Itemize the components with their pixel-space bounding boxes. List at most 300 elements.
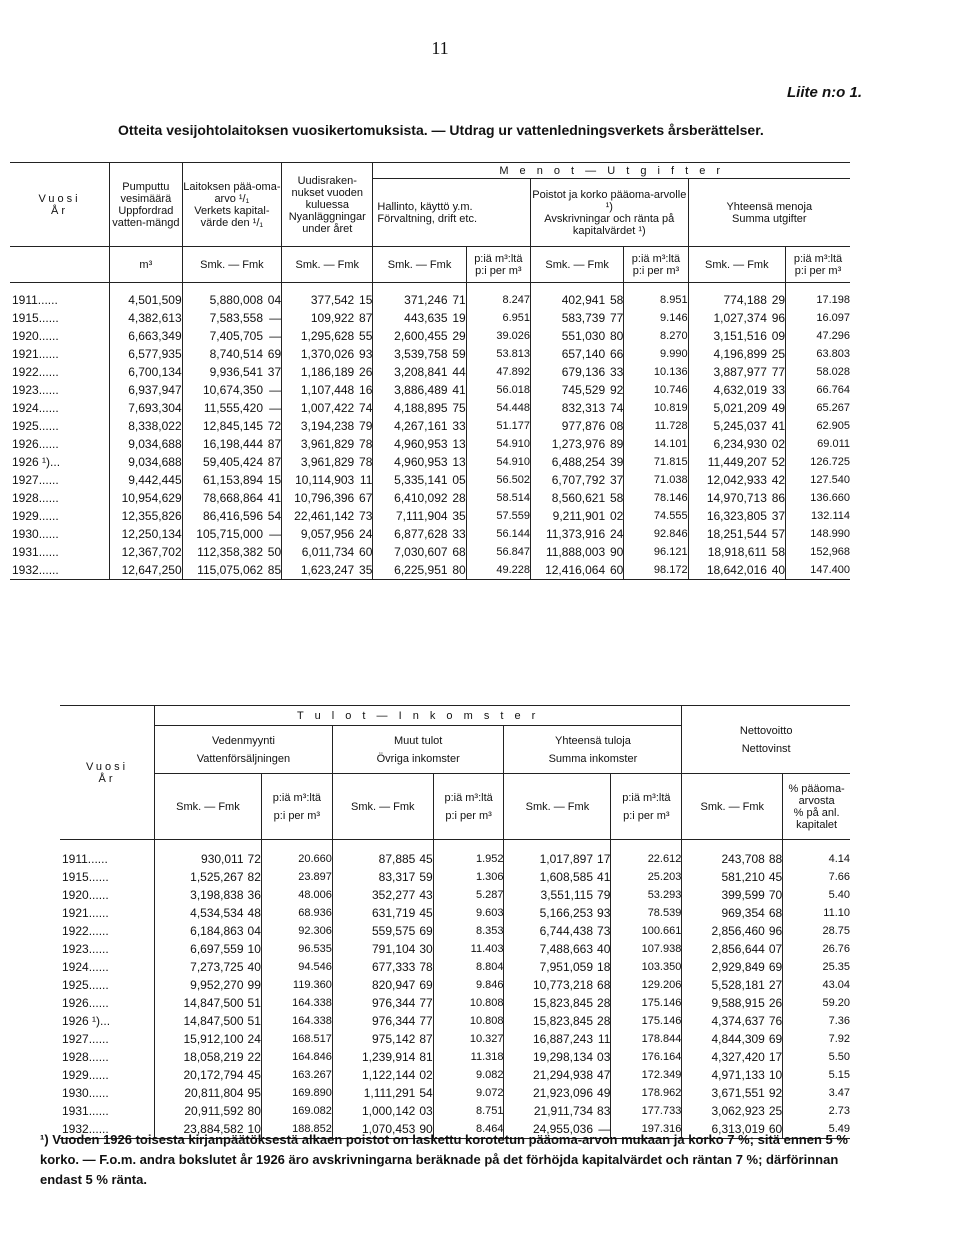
value-cell: 18,251,544 <box>706 526 767 541</box>
value-cell: 86 <box>767 489 786 507</box>
value-cell: 15,823,845 <box>532 995 594 1010</box>
value-cell: 77 <box>415 1012 433 1030</box>
value-cell: 12,845,145 <box>202 418 263 433</box>
value-cell: 18,642,016 <box>688 561 767 580</box>
table-row <box>10 381 850 399</box>
table-row <box>10 543 850 561</box>
value-cell: 93 <box>593 904 611 922</box>
table-row <box>60 904 850 922</box>
value-cell: 6,184,863 <box>190 923 244 938</box>
value-cell: 16.097 <box>816 311 850 324</box>
value-cell: 19 <box>448 309 467 327</box>
expenditures-group-header: M e n o t — U t g i f t e r <box>373 163 850 179</box>
value-cell: 39 <box>605 453 624 471</box>
value-cell: 78 <box>415 958 433 976</box>
value-cell: 6,234,930 <box>713 436 767 451</box>
value-cell: 1,186,189 <box>300 364 355 379</box>
value-cell: 10 <box>244 940 262 958</box>
value-cell: 657,140 <box>561 346 606 361</box>
value-cell: 1,623,247 <box>282 561 355 580</box>
unit-per-m3: p:iä m³:ltä p:i per m³ <box>433 774 504 840</box>
value-cell: 40 <box>767 561 786 580</box>
value-cell: 86,416,596 <box>202 508 263 523</box>
value-cell: 8.951 <box>624 291 688 309</box>
table-row <box>60 1012 850 1030</box>
depreciation-header: Poistot ja korko pääoma-arvolle ¹) Avskrivningar och ränta på kapitalvärdet ¹) <box>530 179 688 247</box>
value-cell: 402,941 <box>561 292 606 307</box>
value-cell: 47.892 <box>466 363 530 381</box>
value-cell: 76 <box>765 1012 783 1030</box>
value-cell: 930,011 <box>201 851 244 866</box>
value-cell: 90 <box>415 1120 433 1139</box>
value-cell: 177.733 <box>611 1102 682 1120</box>
value-cell: 04 <box>263 291 282 309</box>
table-row <box>60 1102 850 1120</box>
value-cell: 243,708 <box>721 851 765 866</box>
value-cell: 5,245,037 <box>713 418 767 433</box>
value-cell: 58 <box>605 489 624 507</box>
value-cell: 4,382,613 <box>110 309 183 327</box>
value-cell: 9,057,956 <box>300 526 355 541</box>
value-cell: 443,635 <box>404 310 448 325</box>
value-cell: 73 <box>354 507 373 525</box>
unit-percent: % pääoma-arvosta % på anl. kapitalet <box>783 774 850 840</box>
value-cell: 16,323,805 <box>706 508 767 523</box>
value-cell: 4,534,534 <box>190 905 244 920</box>
value-cell: 3,886,489 <box>394 382 448 397</box>
value-cell: 4,971,133 <box>711 1067 765 1082</box>
value-cell: 54.448 <box>466 399 530 417</box>
value-cell: 36 <box>244 886 262 904</box>
value-cell: 14,847,500 <box>183 1013 244 1028</box>
value-cell: 127.540 <box>810 473 850 486</box>
value-cell: 05 <box>448 471 467 489</box>
value-cell: 45 <box>244 1066 262 1084</box>
value-cell: 9,211,901 <box>552 508 606 523</box>
table-row <box>60 1084 850 1102</box>
table-row <box>10 489 850 507</box>
value-cell: 169.890 <box>261 1084 332 1102</box>
value-cell: 8.804 <box>433 958 504 976</box>
year-cell: 1921...... <box>10 345 110 363</box>
value-cell: 95 <box>244 1084 262 1102</box>
value-cell: 57.559 <box>466 507 530 525</box>
value-cell: 5,528,181 <box>711 977 765 992</box>
value-cell: 58 <box>605 291 624 309</box>
value-cell: 20.660 <box>261 850 332 868</box>
year-cell: 1929...... <box>60 1066 155 1084</box>
value-cell: 109,922 <box>310 310 355 325</box>
value-cell: 11,555,420 <box>203 400 263 415</box>
value-cell: 4,188,895 <box>394 400 448 415</box>
value-cell: 164.338 <box>261 994 332 1012</box>
value-cell: 371,246 <box>404 292 448 307</box>
value-cell: 11,449,207 <box>707 454 767 469</box>
value-cell: 51 <box>244 1012 262 1030</box>
value-cell: 168.517 <box>261 1030 332 1048</box>
value-cell: 24,955,036 <box>504 1120 593 1139</box>
value-cell: 83 <box>593 1102 611 1120</box>
unit-smk: Smk. — Fmk <box>282 247 373 283</box>
value-cell: 41 <box>263 489 282 507</box>
value-cell: 9.082 <box>433 1066 504 1084</box>
value-cell: 132.114 <box>811 509 850 522</box>
income-group-header: T u l o t — I n k o m s t e r <box>155 706 682 726</box>
total-income-header: Yhteensä tuloja Summa inkomster <box>504 726 682 774</box>
value-cell: 55 <box>354 327 373 345</box>
value-cell: 14,847,500 <box>183 995 244 1010</box>
value-cell: 16,198,444 <box>202 436 263 451</box>
value-cell: 8,338,022 <box>110 417 183 435</box>
value-cell: 975,142 <box>371 1031 416 1046</box>
value-cell: 88 <box>765 850 783 868</box>
pumped-volume-header: Pumputtu vesimäärä Uppfordrad vatten-mängd <box>110 163 183 247</box>
value-cell: 35 <box>354 561 373 580</box>
value-cell: 178.844 <box>611 1030 682 1048</box>
value-cell: 59 <box>415 868 433 886</box>
table-row <box>10 561 850 580</box>
year-cell: 1928...... <box>60 1048 155 1066</box>
new-construction-header: Uudisraken-nukset vuoden kuluessa Nyanläggningar under året <box>282 163 373 247</box>
value-cell: 18,058,219 <box>183 1049 244 1064</box>
value-cell: 152,968 <box>810 545 850 558</box>
value-cell: 105,715,000 <box>196 526 263 541</box>
value-cell: 59 <box>448 345 467 363</box>
value-cell: 5.40 <box>828 888 850 901</box>
unit-per-m3: p:iä m³:ltä p:i per m³ <box>261 774 332 840</box>
value-cell: 4,327,420 <box>711 1049 765 1064</box>
value-cell: 37 <box>605 471 624 489</box>
value-cell: 2,929,849 <box>711 959 765 974</box>
year-cell: 1911...... <box>60 850 155 868</box>
value-cell: 6,488,254 <box>551 454 606 469</box>
value-cell: 24 <box>605 525 624 543</box>
table-row <box>60 1066 850 1084</box>
value-cell: 33 <box>767 381 786 399</box>
value-cell: 6,707,792 <box>551 472 606 487</box>
value-cell: 7,030,607 <box>394 544 448 559</box>
value-cell: 25.203 <box>611 868 682 886</box>
value-cell: 1,070,453 <box>332 1120 415 1139</box>
value-cell: — <box>263 327 282 345</box>
table-row <box>10 327 850 345</box>
value-cell: 5,021,209 <box>713 400 767 415</box>
value-cell: 96 <box>767 309 786 327</box>
value-cell: 2,600,455 <box>394 328 448 343</box>
water-sales-header: Vedenmyynti Vattenförsäljningen <box>155 726 333 774</box>
value-cell: 80 <box>244 1102 262 1120</box>
value-cell: 5.287 <box>433 886 504 904</box>
value-cell: 8.464 <box>433 1120 504 1139</box>
value-cell: 87 <box>354 309 373 327</box>
value-cell: 69 <box>765 1030 783 1048</box>
value-cell: 49 <box>593 1084 611 1102</box>
value-cell: 59.20 <box>822 996 850 1009</box>
other-income-header: Muut tulot Övriga inkomster <box>332 726 504 774</box>
value-cell: 92 <box>765 1084 783 1102</box>
value-cell: 28 <box>448 489 467 507</box>
year-cell: 1911...... <box>10 291 110 309</box>
value-cell: 4,960,953 <box>394 436 448 451</box>
value-cell: 2,856,460 <box>711 923 765 938</box>
value-cell: 6,663,349 <box>110 327 183 345</box>
value-cell: 1,007,422 <box>300 400 355 415</box>
table-row <box>60 940 850 958</box>
value-cell: 26.76 <box>822 942 850 955</box>
value-cell: 9,034,688 <box>110 435 183 453</box>
value-cell: 82 <box>244 868 262 886</box>
value-cell: 9.846 <box>433 976 504 994</box>
year-header: Vuosi År <box>10 163 110 247</box>
value-cell: 75 <box>448 399 467 417</box>
value-cell: 9,952,270 <box>190 977 244 992</box>
value-cell: 18,918,611 <box>707 544 767 559</box>
value-cell: 3,961,829 <box>300 454 355 469</box>
value-cell: 745,529 <box>561 382 606 397</box>
value-cell: 49.228 <box>466 561 530 580</box>
value-cell: 103.350 <box>611 958 682 976</box>
value-cell: 7,693,304 <box>110 399 183 417</box>
value-cell: 969,354 <box>721 905 765 920</box>
value-cell: 115,075,062 <box>182 561 263 580</box>
value-cell: 1,122,144 <box>361 1067 416 1082</box>
value-cell: — <box>263 399 282 417</box>
year-cell: 1923...... <box>60 940 155 958</box>
value-cell: 66.764 <box>816 383 850 396</box>
value-cell: 3,151,516 <box>713 328 767 343</box>
value-cell: 16,887,243 <box>532 1031 594 1046</box>
value-cell: 47 <box>593 1066 611 1084</box>
value-cell: 8,740,514 <box>209 346 263 361</box>
value-cell: 6,877,628 <box>394 526 448 541</box>
value-cell: 21,911,734 <box>533 1103 594 1118</box>
total-expenditure-header: Yhteensä menoja Summa utgifter <box>688 179 850 247</box>
table-row <box>10 525 850 543</box>
value-cell: 69 <box>415 976 433 994</box>
value-cell: 54.910 <box>466 435 530 453</box>
value-cell: 7.92 <box>828 1032 850 1045</box>
value-cell: 10,674,350 <box>202 382 263 397</box>
year-cell: 1922...... <box>10 363 110 381</box>
value-cell: 58.514 <box>466 489 530 507</box>
value-cell: 4,196,899 <box>713 346 767 361</box>
table-row <box>60 976 850 994</box>
value-cell: 04 <box>244 922 262 940</box>
value-cell: 129.206 <box>611 976 682 994</box>
value-cell: 17 <box>765 1048 783 1066</box>
value-cell: 73 <box>593 922 611 940</box>
value-cell: 11,373,916 <box>545 526 606 541</box>
value-cell: 12,367,702 <box>110 543 183 561</box>
value-cell: 41 <box>593 868 611 886</box>
table-row <box>10 417 850 435</box>
year-cell: 1926 ¹)... <box>60 1012 155 1030</box>
value-cell: 62.905 <box>816 419 850 432</box>
value-cell: 78.146 <box>624 489 688 507</box>
value-cell: 10.136 <box>624 363 688 381</box>
value-cell: 583,739 <box>561 310 606 325</box>
value-cell: 29 <box>767 291 786 309</box>
value-cell: 12,250,134 <box>110 525 183 543</box>
value-cell: 5.50 <box>828 1050 850 1063</box>
year-cell: 1925...... <box>10 417 110 435</box>
unit-smk: Smk. — Fmk <box>373 247 466 283</box>
value-cell: 45 <box>415 850 433 868</box>
value-cell: 15 <box>354 291 373 309</box>
net-profit-header: Nettovoitto Nettovinst <box>682 706 850 774</box>
value-cell: 77 <box>415 994 433 1012</box>
value-cell: 02 <box>767 435 786 453</box>
value-cell: 3,194,238 <box>300 418 355 433</box>
value-cell: 11.10 <box>823 906 850 919</box>
value-cell: 54 <box>415 1084 433 1102</box>
value-cell: 12,042,933 <box>706 472 767 487</box>
value-cell: 147.400 <box>786 561 850 580</box>
value-cell: — <box>263 309 282 327</box>
value-cell: 4,501,509 <box>110 291 183 309</box>
value-cell: 65.267 <box>816 401 850 414</box>
value-cell: 4,960,953 <box>394 454 448 469</box>
value-cell: 6,577,935 <box>110 345 183 363</box>
year-cell: 1927...... <box>60 1030 155 1048</box>
value-cell: 1.952 <box>433 850 504 868</box>
value-cell: 16 <box>354 381 373 399</box>
value-cell: 551,030 <box>561 328 606 343</box>
value-cell: 39.026 <box>466 327 530 345</box>
table-row <box>10 309 850 327</box>
value-cell: 352,277 <box>371 887 416 902</box>
value-cell: 66 <box>605 345 624 363</box>
value-cell: 42 <box>767 471 786 489</box>
value-cell: 8,560,621 <box>551 490 606 505</box>
table-row <box>60 958 850 976</box>
value-cell: 2,856,644 <box>711 941 765 956</box>
value-cell: 5,166,253 <box>539 905 594 920</box>
value-cell: 54 <box>263 507 282 525</box>
value-cell: 52 <box>767 453 786 471</box>
value-cell: 22.612 <box>611 850 682 868</box>
value-cell: 27 <box>765 976 783 994</box>
value-cell: 35 <box>448 507 467 525</box>
value-cell: 87 <box>415 1030 433 1048</box>
value-cell: 48.006 <box>261 886 332 904</box>
value-cell: 6,313,019 <box>682 1120 765 1139</box>
year-cell: 1932...... <box>10 561 110 580</box>
value-cell: 23.897 <box>261 868 332 886</box>
value-cell: 10 <box>244 1120 262 1139</box>
table-row <box>10 471 850 489</box>
value-cell: 99 <box>244 976 262 994</box>
value-cell: 5.49 <box>783 1120 850 1139</box>
value-cell: 09 <box>767 327 786 345</box>
value-cell: 1,027,374 <box>713 310 767 325</box>
year-cell: 1926...... <box>10 435 110 453</box>
value-cell: 33 <box>448 525 467 543</box>
appendix-label: Liite n:o 1. <box>787 84 862 101</box>
value-cell: 92.306 <box>261 922 332 940</box>
value-cell: 45 <box>415 904 433 922</box>
value-cell: 74 <box>605 399 624 417</box>
value-cell: 9.146 <box>624 309 688 327</box>
value-cell: 17 <box>593 850 611 868</box>
value-cell: 48 <box>244 904 262 922</box>
value-cell: 93 <box>354 345 373 363</box>
value-cell: 98.172 <box>624 561 688 580</box>
value-cell: 92 <box>605 381 624 399</box>
value-cell: 6.951 <box>466 309 530 327</box>
value-cell: 6,225,951 <box>373 561 448 580</box>
value-cell: 10.819 <box>624 399 688 417</box>
value-cell: 9,442,445 <box>110 471 183 489</box>
table-row <box>60 994 850 1012</box>
value-cell: 7,583,558 <box>209 310 263 325</box>
value-cell: 6,937,947 <box>110 381 183 399</box>
value-cell: 79 <box>593 886 611 904</box>
value-cell: 51 <box>244 994 262 1012</box>
value-cell: 80 <box>605 327 624 345</box>
value-cell: 791,104 <box>371 941 416 956</box>
value-cell: 3,062,923 <box>711 1103 765 1118</box>
value-cell: 8.247 <box>466 291 530 309</box>
value-cell: 7,273,725 <box>190 959 244 974</box>
page-number: 11 <box>431 38 449 58</box>
value-cell: 37 <box>767 507 786 525</box>
value-cell: 15,912,100 <box>183 1031 244 1046</box>
year-cell: 1915...... <box>60 868 155 886</box>
value-cell: 148.990 <box>810 527 850 540</box>
footnote: ¹) Vuoden 1926 toisesta kirjanpäätöksestä alkaen poistot on laskettu korotetun pääoma-arvon mukaan ja korko 7 %; sitä ennen 5 % korko. — F.o.m. andra bokslutet år 1926 äro avskrivningarna beräknade på det förhöjda kapitalvärdet och räntan 7 %; därförinnan endast 5 % ränta. <box>40 1132 848 1187</box>
value-cell: 45 <box>765 868 783 886</box>
value-cell: 02 <box>605 507 624 525</box>
year-cell: 1924...... <box>10 399 110 417</box>
value-cell: 3,551,115 <box>540 887 594 902</box>
value-cell: 2.73 <box>828 1104 850 1117</box>
value-cell: 68.936 <box>261 904 332 922</box>
value-cell: 163.267 <box>261 1066 332 1084</box>
page-heading: Otteita vesijohtolaitoksen vuosikertomuksista. — Utdrag ur vattenledningsverkets årsberättelser. <box>118 122 764 138</box>
value-cell: 1,017,897 <box>539 851 594 866</box>
value-cell: 40 <box>244 958 262 976</box>
value-cell: 10.746 <box>624 381 688 399</box>
value-cell: 90 <box>605 543 624 561</box>
value-cell: 74.555 <box>624 507 688 525</box>
value-cell: 14.101 <box>624 435 688 453</box>
value-cell: 9.990 <box>624 345 688 363</box>
value-cell: 677,333 <box>371 959 416 974</box>
value-cell: 7,405,705 <box>209 328 263 343</box>
value-cell: 30 <box>415 940 433 958</box>
value-cell: 19,298,134 <box>532 1049 594 1064</box>
value-cell: 92.846 <box>624 525 688 543</box>
value-cell: 10.808 <box>433 994 504 1012</box>
value-cell: 60 <box>765 1120 783 1139</box>
year-cell: 1931...... <box>60 1102 155 1120</box>
value-cell: 10,114,903 <box>295 472 355 487</box>
value-cell: 69 <box>415 922 433 940</box>
value-cell: 08 <box>605 417 624 435</box>
value-cell: 977,876 <box>561 418 606 433</box>
value-cell: 3,961,829 <box>300 436 355 451</box>
value-cell: 9,588,915 <box>711 995 765 1010</box>
value-cell: 119.360 <box>261 976 332 994</box>
value-cell: 12,416,064 <box>530 561 605 580</box>
value-cell: 7.66 <box>828 870 850 883</box>
table-row <box>10 345 850 363</box>
value-cell: 11.318 <box>433 1048 504 1066</box>
value-cell: 1,608,585 <box>539 869 594 884</box>
unit-per-m3: p:iä m³:ltä p:i per m³ <box>786 247 850 283</box>
table-row <box>10 363 850 381</box>
